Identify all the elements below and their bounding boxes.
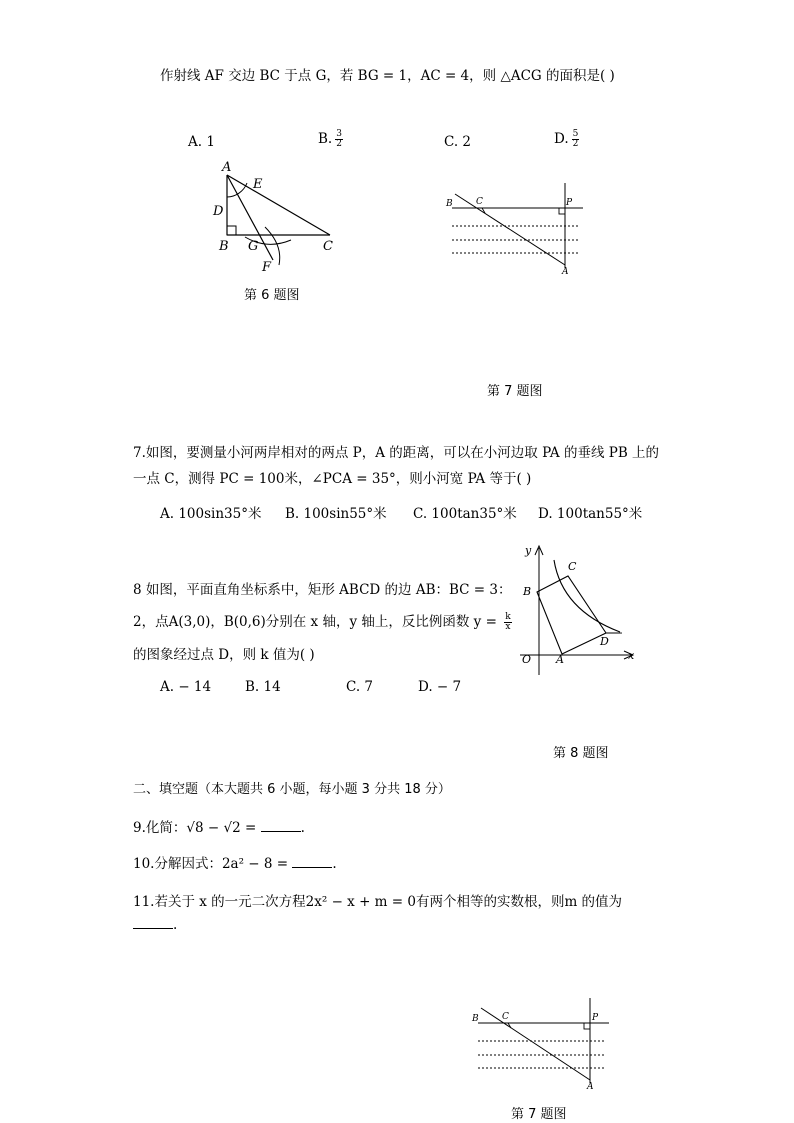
q8-option-b: B. 14: [245, 679, 281, 695]
q9-answer-blank: [261, 819, 301, 832]
q7-figure-repeat: [466, 998, 616, 1098]
q6-option-d-den: 2: [572, 139, 579, 149]
q8-label-o: O: [522, 653, 532, 666]
q8-option-d: D. − 7: [418, 679, 462, 695]
q8-frac-num: k: [505, 612, 511, 622]
q7b-label-c: C: [502, 1012, 509, 1022]
q6-label-b: B: [219, 239, 229, 254]
q10-text: 10.分解因式：2a² − 8 =: [133, 856, 293, 872]
q8-label-y: y: [525, 544, 532, 557]
q6-label-a: A: [222, 160, 232, 175]
q8-label-b: B: [523, 585, 532, 598]
q7b-right-angle-mark: [584, 1023, 590, 1029]
section2-heading: 二、填空题（本大题共 6 小题，每小题 3 分共 18 分）: [133, 782, 451, 797]
q7-right-angle-mark: [559, 208, 565, 214]
q6-option-c: C. 2: [444, 134, 472, 150]
q9-text: 9.化简：√8 − √2 =: [133, 820, 261, 836]
q8-stem-line2: [133, 610, 512, 632]
q7-label-c: C: [476, 197, 483, 207]
q6-option-b-prefix: B.: [318, 131, 333, 147]
q6-label-e: E: [253, 177, 263, 192]
q6-option-b-den: 2: [336, 139, 342, 149]
q8-label-a: A: [556, 653, 564, 666]
q6-figure: [205, 155, 355, 280]
q7-stem-line1: 7.如图，要测量小河两岸相对的两点 P，A 的距离，可以在小河边取 PA 的垂线 PB 上的: [133, 445, 660, 461]
q6-label-c: C: [323, 239, 333, 254]
q7-stem-line2: 一点 C，测得 PC = 100米，∠PCA = 35°，则小河宽 PA 等于( ): [133, 471, 532, 487]
q8-label-d: D: [600, 635, 609, 648]
q8-stem-line2-text: 2，点A(3,0)，B(0,6)分别在 x 轴，y 轴上，反比例函数 y =: [133, 614, 502, 630]
q8-dot: [620, 632, 622, 634]
q8-figure: [510, 540, 640, 680]
q7-label-p: P: [566, 198, 573, 208]
q11-line1: 11.若关于 x 的一元二次方程2x² − x + m = 0有两个相等的实数根，则m 的值为: [133, 894, 623, 910]
q7-label-a: A: [562, 267, 569, 277]
q8-rectangle-abcd: [537, 576, 606, 654]
q6-label-g: G: [248, 239, 259, 254]
q6-right-angle-mark: [227, 226, 236, 235]
q9: 9.化简：√8 − √2 = .: [133, 820, 305, 836]
q6-option-b-num: 3: [336, 129, 342, 139]
q10-answer-blank: [292, 855, 332, 868]
q7-option-a: A. 100sin35°米: [160, 506, 262, 522]
q7-caption: 第 7 题图: [487, 384, 543, 399]
q8-hyperbola: [554, 560, 620, 632]
q6-label-f: F: [262, 260, 272, 275]
q7b-line-ca: [481, 1008, 590, 1080]
q7b-label-a: A: [587, 1082, 594, 1092]
q6-option-d-prefix: D.: [554, 131, 569, 147]
q11-line2: .: [133, 916, 177, 933]
q6-option-d-num: 5: [572, 129, 579, 139]
q7-figure: [440, 180, 590, 280]
q8-stem-line1: 8 如图，平面直角坐标系中，矩形 ABCD 的边 AB：BC = 3：: [133, 582, 512, 598]
q8-option-a: A. − 14: [160, 679, 212, 695]
q7b-label-b: B: [472, 1014, 479, 1024]
q6-option-b-fraction: [335, 130, 343, 149]
q6-line-ac: [227, 175, 330, 235]
q6-stem: 作射线 AF 交边 BC 于点 G，若 BG = 1，AC = 4，则 △ACG 的面积是( ): [160, 68, 615, 84]
q6-caption: 第 6 题图: [244, 288, 300, 303]
q7-option-b: B. 100sin55°米: [285, 506, 387, 522]
q10: 10.分解因式：2a² − 8 = .: [133, 856, 337, 872]
q8-stem-line3: 的图象经过点 D，则 k 值为( ): [133, 647, 315, 663]
q6-option-d: [554, 130, 579, 149]
q7b-label-p: P: [592, 1013, 599, 1023]
q7b-caption: 第 7 题图: [511, 1107, 567, 1122]
q8-option-c: C. 7: [346, 679, 374, 695]
q7-option-c: C. 100tan35°米: [413, 506, 517, 522]
q8-label-c: C: [568, 560, 577, 573]
q7-line-ca: [455, 194, 565, 265]
q7-option-d: D. 100tan55°米: [538, 506, 643, 522]
q6-label-d: D: [213, 204, 224, 219]
q7-label-b: B: [446, 199, 453, 209]
q6-option-a: A. 1: [188, 134, 215, 150]
q6-option-b: [318, 130, 343, 149]
q8-frac-den: x: [505, 622, 511, 632]
q8-label-x: x: [628, 649, 635, 662]
q6-option-d-fraction: [572, 130, 580, 149]
q8-caption: 第 8 题图: [553, 746, 609, 761]
q11-answer-blank: [133, 916, 173, 929]
